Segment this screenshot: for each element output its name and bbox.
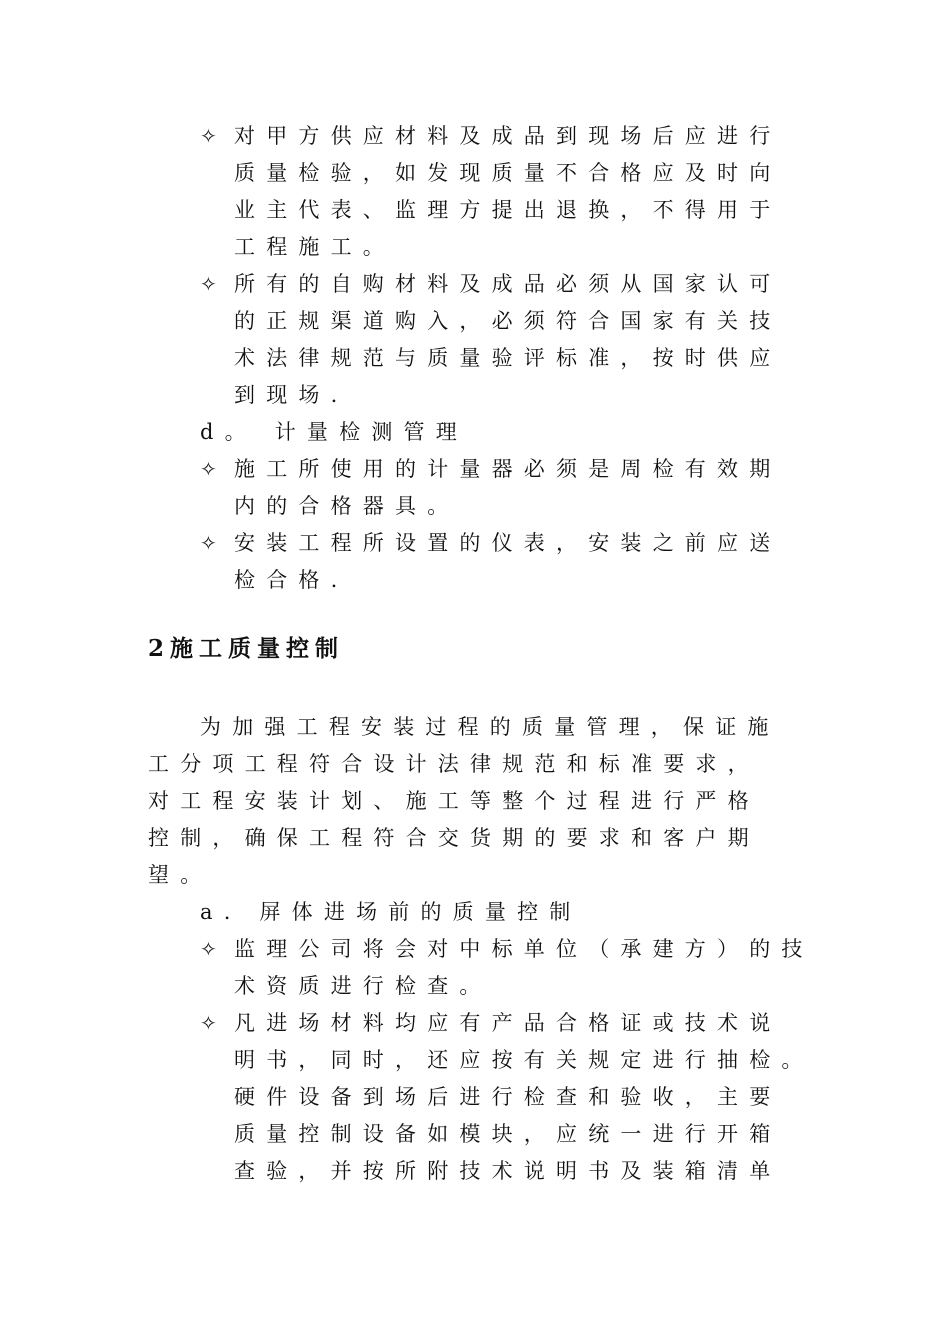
text-line: 术法律规范与质量验评标准，按时供应 xyxy=(234,346,782,370)
bullet-icon: ✧ xyxy=(200,531,217,555)
text-line: 质量控制设备如模块，应统一进行开箱 xyxy=(234,1122,782,1146)
text-line: 控制，确保工程符合交货期的要求和客户期 xyxy=(148,826,760,850)
text-line: 质量检验，如发现质量不合格应及时向 xyxy=(234,161,782,185)
text-line: 安装工程所设置的仪表，安装之前应送 xyxy=(234,531,782,555)
subheading: d。 计量检测管理 xyxy=(200,420,468,444)
text-line: 的正规渠道购入，必须符合国家有关技 xyxy=(234,309,782,333)
text-line: 术资质进行检查。 xyxy=(234,974,492,998)
text-line: 对工程安装计划、施工等整个过程进行严格 xyxy=(148,789,760,813)
text-line: 到现场. xyxy=(234,383,349,407)
bullet-icon: ✧ xyxy=(200,124,217,148)
bullet-icon: ✧ xyxy=(200,457,217,481)
text-line: 对甲方供应材料及成品到现场后应进行 xyxy=(234,124,782,148)
text-line: 检合格. xyxy=(234,568,349,592)
bullet-icon: ✧ xyxy=(200,272,217,296)
text-line: 凡进场材料均应有产品合格证或技术说 xyxy=(234,1011,782,1035)
text-line: 明书，同时，还应按有关规定进行抽检。 xyxy=(234,1048,814,1072)
text-line: 工程施工。 xyxy=(234,235,395,259)
text-line: 监理公司将会对中标单位（承建方）的技 xyxy=(234,937,814,961)
text-line: 业主代表、监理方提出退换，不得用于 xyxy=(234,198,782,222)
text-line: 内的合格器具。 xyxy=(234,494,460,518)
bullet-icon: ✧ xyxy=(200,1011,217,1035)
text-line: 硬件设备到场后进行检查和验收，主要 xyxy=(234,1085,782,1109)
bullet-icon: ✧ xyxy=(200,937,217,961)
section-heading: 2施工质量控制 xyxy=(148,635,345,662)
text-line: 工分项工程符合设计法律规范和标准要求， xyxy=(148,752,760,776)
text-line: 查验，并按所附技术说明书及装箱清单 xyxy=(234,1159,782,1183)
subheading: a. 屏体进场前的质量控制 xyxy=(200,900,582,924)
text-line: 施工所使用的计量器必须是周检有效期 xyxy=(234,457,782,481)
text-line: 所有的自购材料及成品必须从国家认可 xyxy=(234,272,782,296)
text-line: 为加强工程安装过程的质量管理，保证施 xyxy=(200,715,780,739)
text-line: 望。 xyxy=(148,863,213,887)
